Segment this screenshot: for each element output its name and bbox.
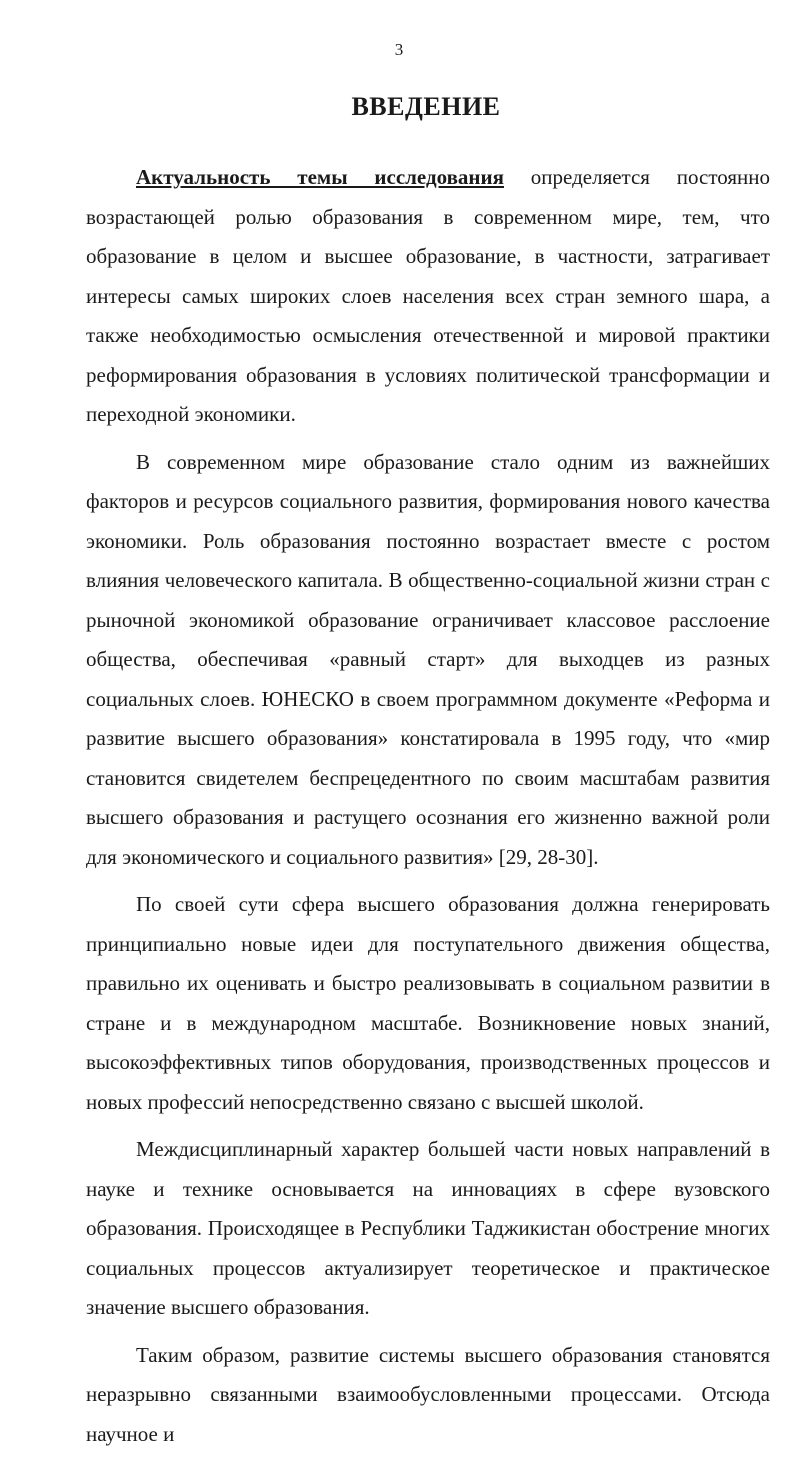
body-text	[86, 158, 770, 1462]
paragraph-modern-world: В современном мире образование стало одним из важнейших факторов и ресурсов социального развития, формирования нового качества экономики. Роль образования постоянно возрастает вместе с ростом влияния человеческого капитала. В общественно-социальной жизни стран с рыночной экономикой образование ограничивает классовое расслоение общества, обеспечивая «равный старт» для выходцев из разных социальных слоев. ЮНЕСКО в своем программном документе «Реформа и развитие высшего образования» констатировала в 1995 году, что «мир становится свидетелем беспрецедентного по своим масштабам развития высшего образования и растущего осознания его жизненно важной роли для экономического и социального развития» [29, 28-30].	[86, 449, 770, 869]
relevance-heading: Актуальность темы исследования	[136, 165, 504, 189]
paragraph-higher-education-essence: По своей сути сфера высшего образования должна генерировать принципиально новые идеи для поступательного движения общества, правильно их оценивать и быстро реализовывать в социальном развитии в стране и в международном масштабе. Возникновение новых знаний, высокоэффективных типов оборудования, производственных процессов и новых профессий непосредственно связано с высшей школой.	[86, 892, 770, 1114]
paragraph-text: определяется постоянно возрастающей ролью образования в современном мире, тем, что образование в целом и высшее образование, в частности, затрагивает интересы самых широких слоев населения всех стран земного шара, а также необходимостью осмысления отечественной и мировой практики реформирования образования в условиях политической трансформации и переходной экономики.	[86, 165, 770, 426]
page-number: 3	[394, 40, 404, 59]
section-title: ВВЕДЕНИЕ	[351, 92, 501, 121]
paragraph-relevance	[86, 158, 770, 435]
paragraph-conclusion: Таким образом, развитие системы высшего образования становятся неразрывно связанными взаимообусловленными процессами. Отсюда научное и	[86, 1342, 770, 1446]
paragraph-interdisciplinary: Междисциплинарный характер большей части новых направлений в науке и технике основывается на инновациях в сфере вузовского образования. Происходящее в Республики Таджикистан обострение многих социальных процессов актуализирует теоретическое и практическое значение высшего образования.	[86, 1137, 770, 1319]
